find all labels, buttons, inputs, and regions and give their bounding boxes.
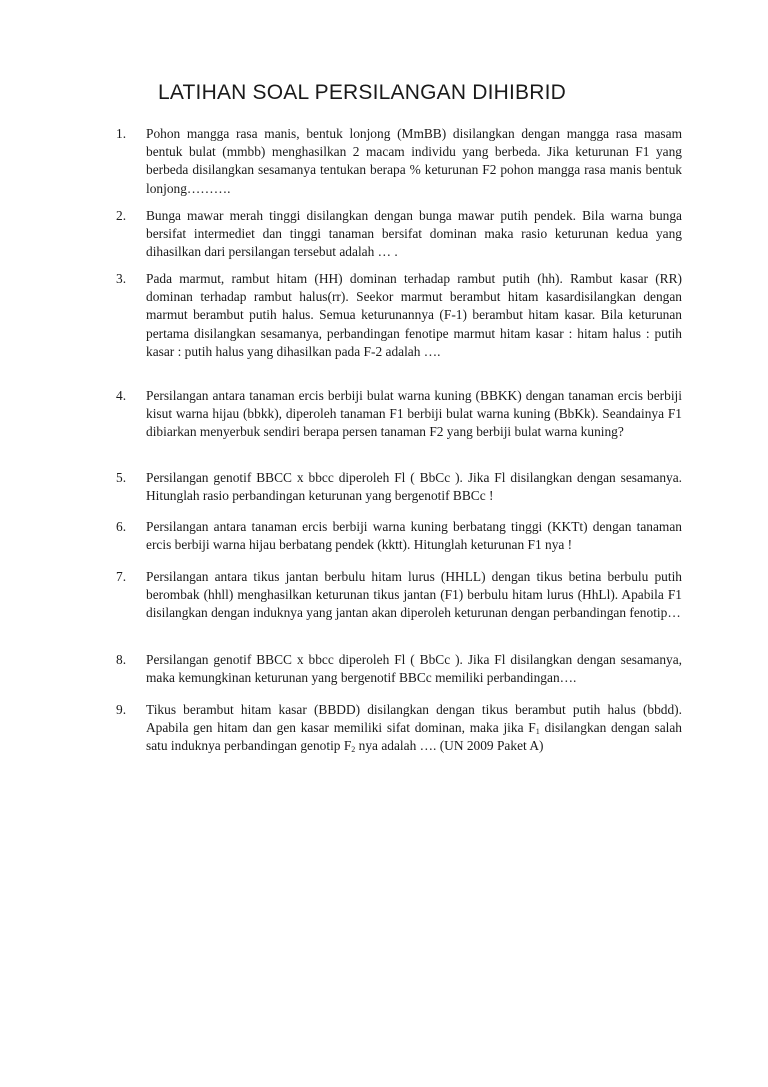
question-number: 8. bbox=[116, 652, 127, 667]
question-item-2 bbox=[116, 207, 682, 262]
question-number: 1. bbox=[116, 126, 127, 141]
question-number: 6. bbox=[116, 519, 127, 534]
question-item-8 bbox=[116, 651, 682, 687]
question-text: Persilangan antara tanaman ercis berbiji bulat warna kuning (BBKK) dengan tanaman ercis berbiji kisut warna hijau (bbkk), diperoleh tanaman F1 berbiji bulat warna kuning (BbKk). Seandainya F1 dibiarkan menyerbuk sendiri berapa persen tanaman F2 yang berbiji bulat warna kuning? bbox=[146, 388, 682, 440]
question-number: 7. bbox=[116, 569, 127, 584]
question-text: Persilangan genotif BBCC x bbcc diperoleh Fl ( BbCc ). Jika Fl disilangkan dengan sesamanya, maka kemungkinan keturunan yang bergenotif BBCc memiliki perbandingan…. bbox=[146, 652, 682, 686]
question-text: Persilangan antara tikus jantan berbulu hitam lurus (HHLL) dengan tikus betina berbulu putih berombak (hhll) menghasilkan keturunan tikus jantan (F1) berbulu hitam lurus (HhLl). Apabila F1 disilangkan dengan induknya yang jantan akan diperoleh keturunan dengan perbandingan fenotip… bbox=[146, 569, 682, 621]
subscript-f2: 2 bbox=[351, 745, 356, 755]
question-text: Pohon mangga rasa manis, bentuk lonjong (MmBB) disilangkan dengan mangga rasa masam bentuk bulat (mmbb) menghasilkan 2 macam individu yang berbeda. Jika keturunan F1 yang berbeda disilangkan sesamanya tentukan berapa % keturunan F2 pohon mangga rasa manis bentuk lonjong………. bbox=[146, 126, 682, 196]
question-item-4 bbox=[116, 387, 682, 442]
question-text-part-c: nya adalah …. (UN 2009 Paket A) bbox=[355, 738, 544, 754]
question-item-3 bbox=[116, 270, 682, 361]
question-item-9 bbox=[116, 701, 682, 756]
question-number: 9. bbox=[116, 702, 127, 717]
question-text: Persilangan genotif BBCC x bbcc diperoleh Fl ( BbCc ). Jika Fl disilangkan dengan sesamanya. Hitunglah rasio perbandingan keturunan yang bergenotif BBCc ! bbox=[146, 470, 682, 504]
question-text: Bunga mawar merah tinggi disilangkan dengan bunga mawar putih pendek. Bila warna bunga bersifat intermediet dan tinggi tanaman bersifat dominan maka rasio keturunan kedua yang dihasilkan dari persilangan tersebut adalah … . bbox=[146, 208, 682, 260]
question-text-part-b: disilangkan dengan salah satu induknya perbandingan genotip F bbox=[146, 720, 682, 754]
question-item-7 bbox=[116, 568, 682, 623]
question-item-1 bbox=[116, 125, 682, 198]
question-number: 4. bbox=[116, 388, 127, 403]
question-number: 3. bbox=[116, 271, 127, 286]
question-number: 5. bbox=[116, 470, 127, 485]
question-number: 2. bbox=[116, 208, 127, 223]
document-title: LATIHAN SOAL PERSILANGAN DIHIBRID bbox=[158, 81, 567, 104]
question-text bbox=[146, 701, 682, 756]
question-text: Pada marmut, rambut hitam (HH) dominan terhadap rambut putih (hh). Rambut kasar (RR) dominan terhadap rambut halus(rr). Seekor marmut berambut hitam kasardisilangkan dengan marmut berambut putih halus. Semua keturunannya (F-1) berambut hitam kasar. Bila keturunan pertama disilangkan sesamanya, perbandingan fenotipe marmut hitam kasar : hitam halus : putih kasar : putih halus yang dihasilkan pada F-2 adalah …. bbox=[146, 271, 682, 359]
question-item-6 bbox=[116, 518, 682, 554]
question-text: Persilangan antara tanaman ercis berbiji warna kuning berbatang tinggi (KKTt) dengan tanaman ercis berbiji warna hijau berbatang pendek (kktt). Hitunglah keturunan F1 nya ! bbox=[146, 519, 682, 553]
question-item-5 bbox=[116, 469, 682, 505]
question-text-part-a: Tikus berambut hitam kasar (BBDD) disilangkan dengan tikus berambut putih halus (bbdd). Apabila gen hitam dan gen kasar memiliki sifat dominan, maka jika F bbox=[146, 702, 682, 736]
subscript-f1: 1 bbox=[535, 727, 540, 737]
